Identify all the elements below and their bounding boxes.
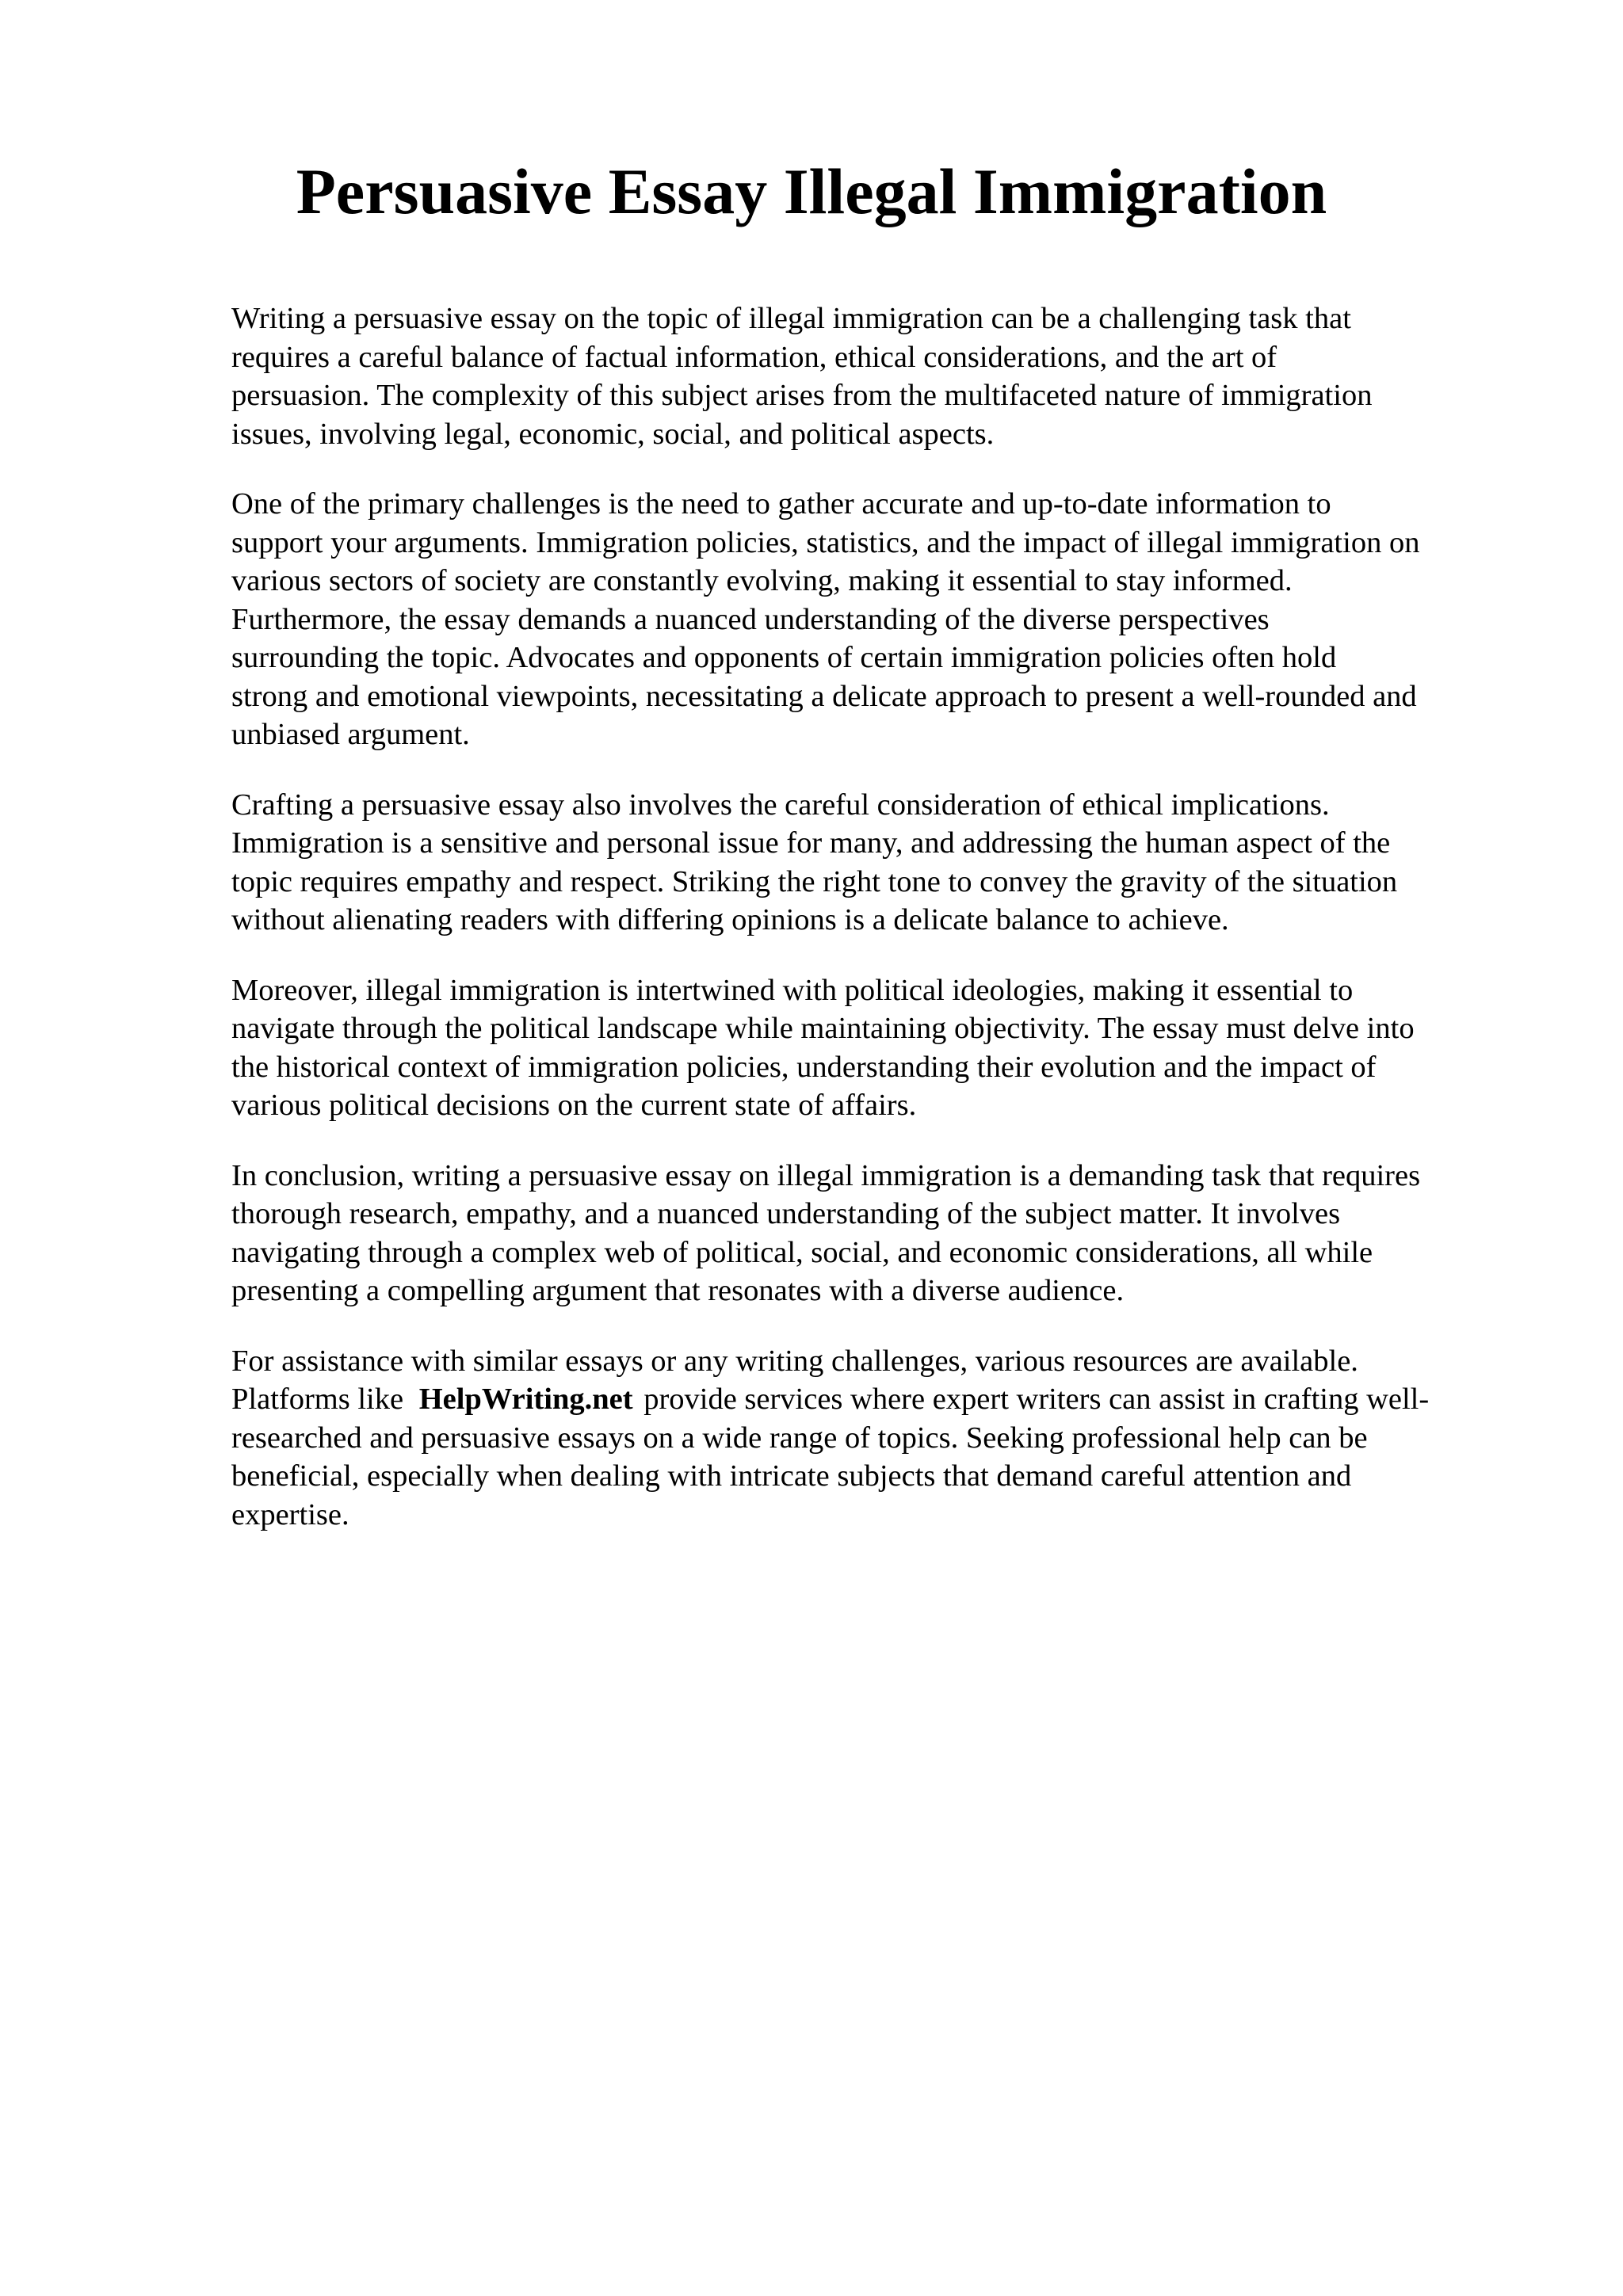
text-line: support your arguments. Immigration policies, statistics, and the impact of illegal immigration on — [231, 525, 1420, 559]
paragraph-challenges — [231, 485, 1515, 754]
text-line: researched and persuasive essays on a wide range of topics. Seeking professional help can be — [231, 1421, 1368, 1455]
essay-body — [231, 299, 1515, 1566]
text-line — [231, 1380, 1515, 1419]
text-fragment: provide services where expert writers can assist in crafting well- — [643, 1383, 1430, 1416]
text-line: presenting a compelling argument that resonates with a diverse audience. — [231, 1274, 1125, 1307]
text-line: beneficial, especially when dealing with intricate subjects that demand careful attention and — [231, 1459, 1352, 1493]
text-line: issues, involving legal, economic, social, and political aspects. — [231, 417, 995, 451]
text-line: For assistance with similar essays or any writing challenges, various resources are available. — [231, 1344, 1358, 1378]
page-title: Persuasive Essay Illegal Immigration — [296, 155, 1327, 227]
paragraph-politics — [231, 971, 1515, 1125]
text-line: without alienating readers with differing opinions is a delicate balance to achieve. — [231, 903, 1229, 936]
text-line: unbiased argument. — [231, 718, 470, 751]
text-line: surrounding the topic. Advocates and opponents of certain immigration policies often hold — [231, 641, 1337, 674]
text-line: various political decisions on the current state of affairs. — [231, 1089, 917, 1122]
text-fragment: Platforms like — [231, 1383, 404, 1416]
paragraph-conclusion — [231, 1157, 1515, 1310]
text-line: requires a careful balance of factual information, ethical considerations, and the art of — [231, 340, 1277, 374]
text-line: strong and emotional viewpoints, necessitating a delicate approach to present a well-rounded and — [231, 679, 1417, 713]
brand-name: HelpWriting.net — [418, 1383, 633, 1416]
text-line: navigate through the political landscape while maintaining objectivity. The essay must delve into — [231, 1012, 1415, 1045]
paragraph-assistance — [231, 1342, 1515, 1535]
text-line: persuasion. The complexity of this subject arises from the multifaceted nature of immigration — [231, 379, 1373, 412]
text-line: Crafting a persuasive essay also involves the careful consideration of ethical implications. — [231, 788, 1330, 822]
text-line: In conclusion, writing a persuasive essay on illegal immigration is a demanding task that requires — [231, 1158, 1421, 1192]
paragraph-intro — [231, 299, 1515, 453]
text-line: Immigration is a sensitive and personal issue for many, and addressing the human aspect of the — [231, 826, 1391, 860]
paragraph-ethics — [231, 786, 1515, 940]
text-line: navigating through a complex web of political, social, and economic considerations, all while — [231, 1235, 1373, 1269]
text-line: Furthermore, the essay demands a nuanced understanding of the diverse perspectives — [231, 602, 1270, 636]
text-line: thorough research, empathy, and a nuanced understanding of the subject matter. It involves — [231, 1197, 1341, 1230]
text-line: expertise. — [231, 1497, 349, 1531]
text-line: Writing a persuasive essay on the topic of illegal immigration can be a challenging task that — [231, 302, 1351, 335]
text-line: various sectors of society are constantly evolving, making it essential to stay informed. — [231, 564, 1293, 597]
text-line: the historical context of immigration policies, understanding their evolution and the impact of — [231, 1050, 1377, 1084]
text-line: One of the primary challenges is the need to gather accurate and up-to-date information to — [231, 487, 1331, 521]
text-line: Moreover, illegal immigration is intertwined with political ideologies, making it essential to — [231, 973, 1354, 1007]
text-line: topic requires empathy and respect. Striking the right tone to convey the gravity of the situation — [231, 864, 1398, 898]
